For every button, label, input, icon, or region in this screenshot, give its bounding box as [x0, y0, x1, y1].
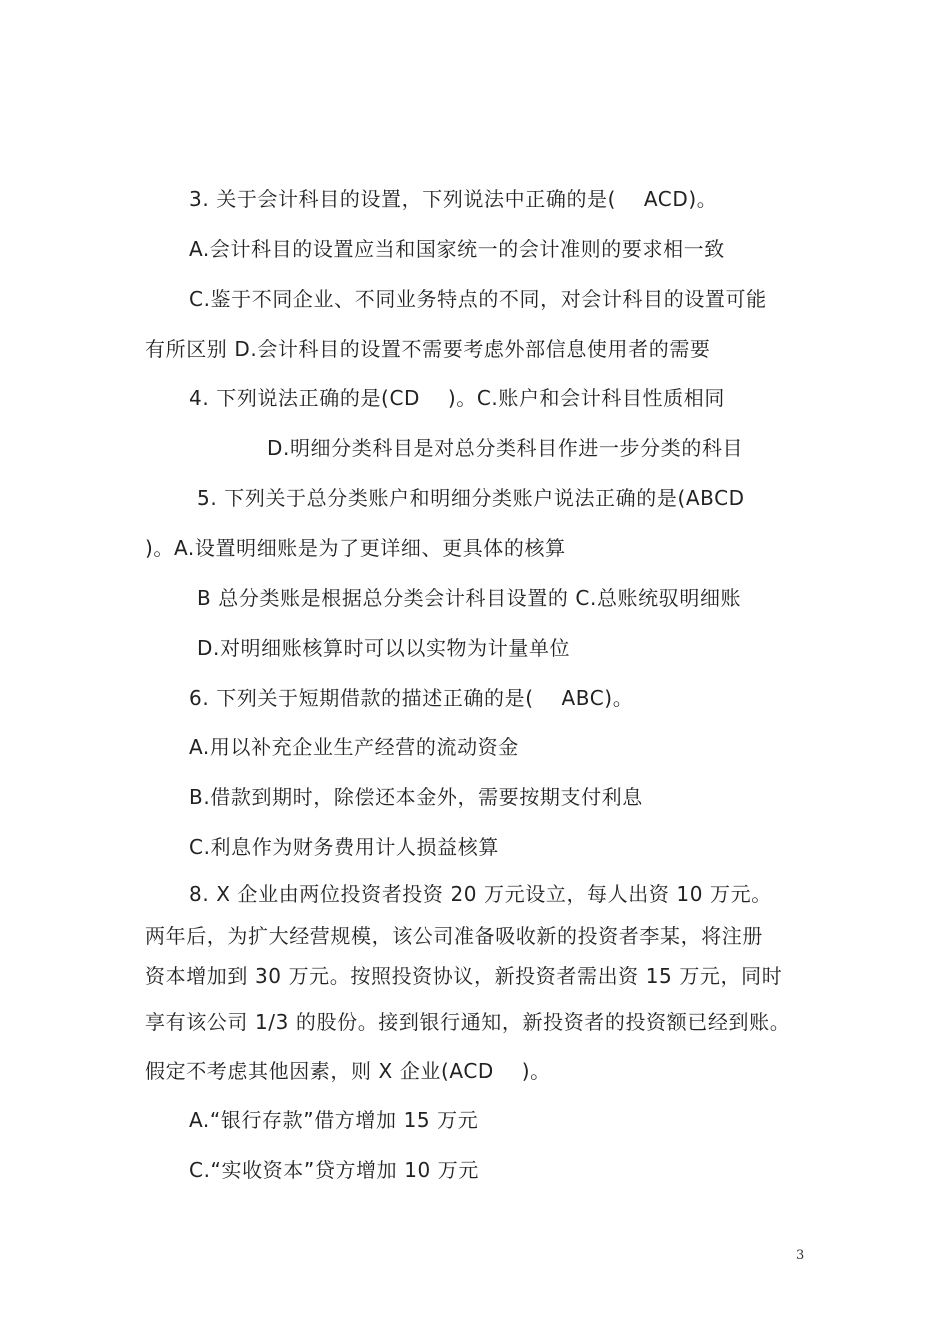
- question-4-stem: 4. 下列说法正确的是(CD )。C.账户和会计科目性质相同: [189, 386, 725, 410]
- question-8-option-a: A.“银行存款”借方增加 15 万元: [189, 1108, 479, 1132]
- question-5-stem: 5. 下列关于总分类账户和明细分类账户说法正确的是(ABCD: [197, 486, 745, 510]
- question-6-option-c: C.利息作为财务费用计人损益核算: [189, 835, 499, 859]
- question-3-option-c-d-continued: 有所区别 D.会计科目的设置不需要考虑外部信息使用者的需要: [145, 337, 711, 361]
- question-8-option-c: C.“实收资本”贷方增加 10 万元: [189, 1158, 480, 1182]
- question-6-option-a: A.用以补充企业生产经营的流动资金: [189, 735, 519, 759]
- question-4-option-d: D.明细分类科目是对总分类科目作进一步分类的科目: [267, 436, 744, 460]
- question-6-option-b: B.借款到期时，除偿还本金外，需要按期支付利息: [189, 785, 643, 809]
- question-8-stem-line-2: 两年后，为扩大经营规模，该公司准备吸收新的投资者李某，将注册: [145, 924, 763, 948]
- question-8-stem-line-5: 假定不考虑其他因素，则 X 企业(ACD )。: [145, 1059, 551, 1083]
- question-5-option-d: D.对明细账核算时可以以实物为计量单位: [197, 636, 571, 660]
- question-5-option-b-c: B 总分类账是根据总分类会计科目设置的 C.总账统驭明细账: [197, 586, 742, 610]
- question-3-option-c: C.鉴于不同企业、不同业务特点的不同，对会计科目的设置可能: [189, 287, 767, 311]
- question-3-option-a: A.会计科目的设置应当和国家统一的会计准则的要求相一致: [189, 237, 725, 261]
- question-5-option-a: )。A.设置明细账是为了更详细、更具体的核算: [145, 536, 566, 560]
- question-8-stem-line-3: 资本增加到 30 万元。按照投资协议，新投资者需出资 15 万元，同时: [145, 964, 783, 988]
- question-6-stem: 6. 下列关于短期借款的描述正确的是( ABC)。: [189, 686, 634, 710]
- page-number: 3: [796, 1248, 805, 1263]
- question-8-stem-line-1: 8. X 企业由两位投资者投资 20 万元设立，每人出资 10 万元。: [189, 882, 772, 906]
- question-8-stem-line-4: 享有该公司 1/3 的股份。接到银行通知，新投资者的投资额已经到账。: [145, 1010, 791, 1034]
- question-3-stem: 3. 关于会计科目的设置，下列说法中正确的是( ACD)。: [189, 187, 718, 211]
